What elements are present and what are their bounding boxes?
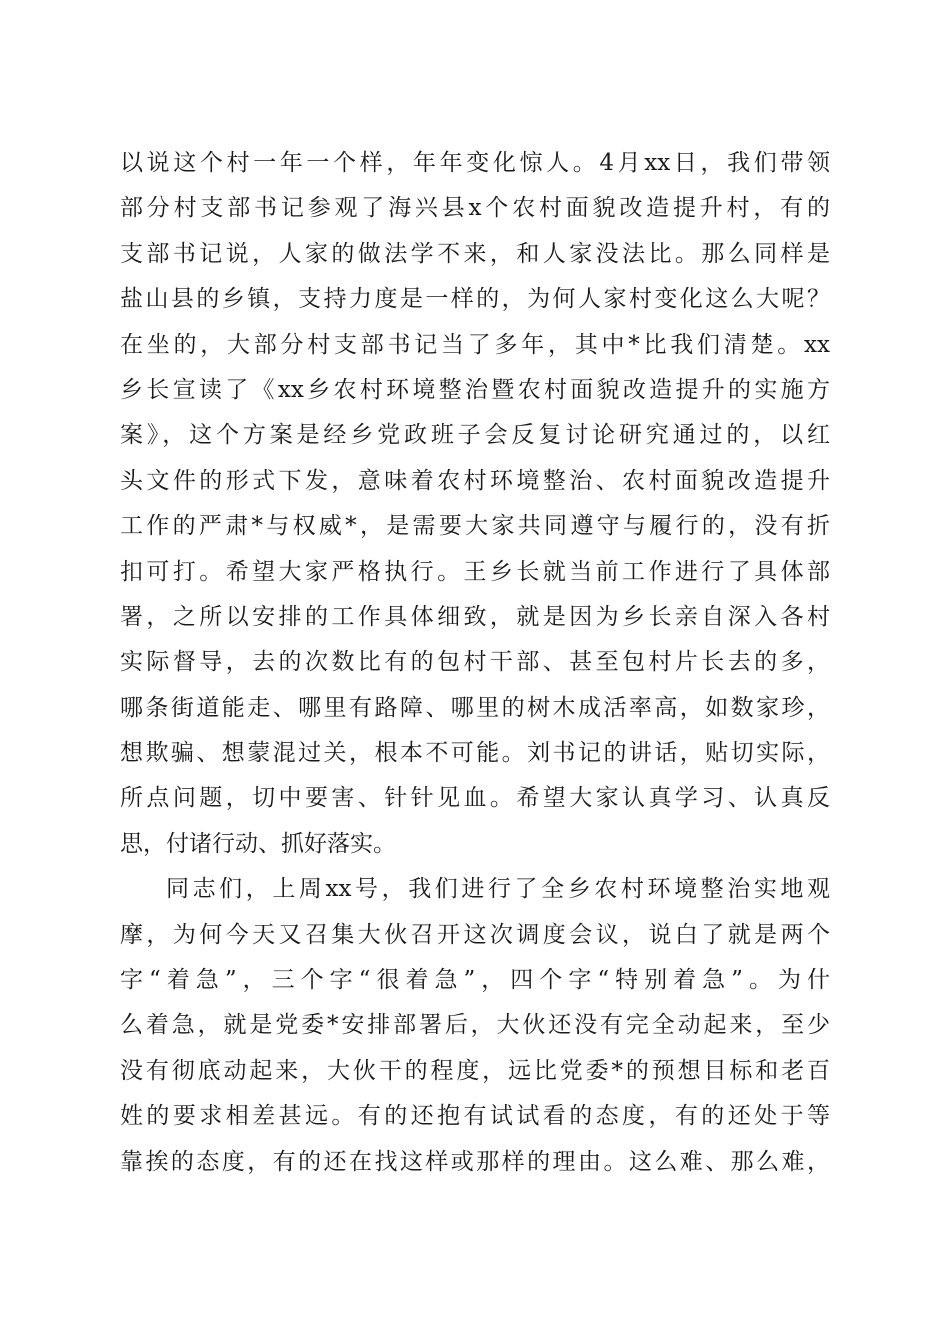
text-line: 姓的要求相差甚远。有的还抱有试试看的态度，有的还处于等 — [120, 1103, 830, 1130]
text-line: 案》，这个方案是经乡党政班子会反复讨论研究通过的，以红 — [120, 422, 830, 449]
document-body — [120, 141, 830, 1185]
text-line: 乡长宣读了《xx乡农村环境整治暨农村面貌改造提升的实施方 — [120, 376, 830, 403]
text-line: 同志们，上周xx号，我们进行了全乡农村环境整治实地观 — [166, 876, 830, 903]
text-line: 以说这个村一年一个样，年年变化惊人。4月xx日，我们带领 — [120, 150, 830, 176]
text-line: 想欺骗、想蒙混过关，根本不可能。刘书记的讲话，贴切实际， — [120, 740, 830, 767]
text-line: 没有彻底动起来，大伙干的程度，远比党委*的预想目标和老百 — [120, 1057, 830, 1084]
text-line: 头文件的形式下发，意味着农村环境整治、农村面貌改造提升 — [120, 467, 830, 494]
text-line: 么着急，就是党委*安排部署后，大伙还没有完全动起来，至少 — [120, 1012, 830, 1039]
text-line: 字“着急”，三个字“很着急”，四个字“特别着急”。为什 — [120, 967, 830, 994]
text-line: 工作的严肃*与权威*，是需要大家共同遵守与履行的，没有折 — [120, 513, 830, 540]
text-line: 扣可打。希望大家严格执行。王乡长就当前工作进行了具体部 — [120, 558, 830, 585]
text-line: 所点问题，切中要害、针针见血。希望大家认真学习、认真反 — [120, 785, 830, 812]
text-line: 哪条街道能走、哪里有路障、哪里的树木成活率高，如数家珍， — [120, 694, 830, 721]
text-line: 摩，为何今天又召集大伙召开这次调度会议，说白了就是两个 — [120, 921, 830, 948]
text-line: 实际督导，去的次数比有的包村干部、甚至包村片长去的多， — [120, 649, 830, 676]
text-line: 支部书记说，人家的做法学不来，和人家没法比。那么同样是 — [120, 240, 830, 267]
text-line: 部分村支部书记参观了海兴县x个农村面貌改造提升村，有的 — [120, 195, 830, 222]
text-line: 在坐的，大部分村支部书记当了多年，其中*比我们清楚。xx — [120, 331, 830, 358]
paragraph-2 — [120, 867, 830, 1185]
text-line: 盐山县的乡镇，支持力度是一样的，为何人家村变化这么大呢？ — [120, 286, 830, 313]
paragraph-1 — [120, 141, 830, 867]
text-line: 靠挨的态度，有的还在找这样或那样的理由。这么难、那么难， — [120, 1148, 830, 1175]
text-line: 署，之所以安排的工作具体细致，就是因为乡长亲自深入各村 — [120, 603, 830, 630]
text-line: 思，付诸行动、抓好落实。 — [120, 830, 396, 857]
